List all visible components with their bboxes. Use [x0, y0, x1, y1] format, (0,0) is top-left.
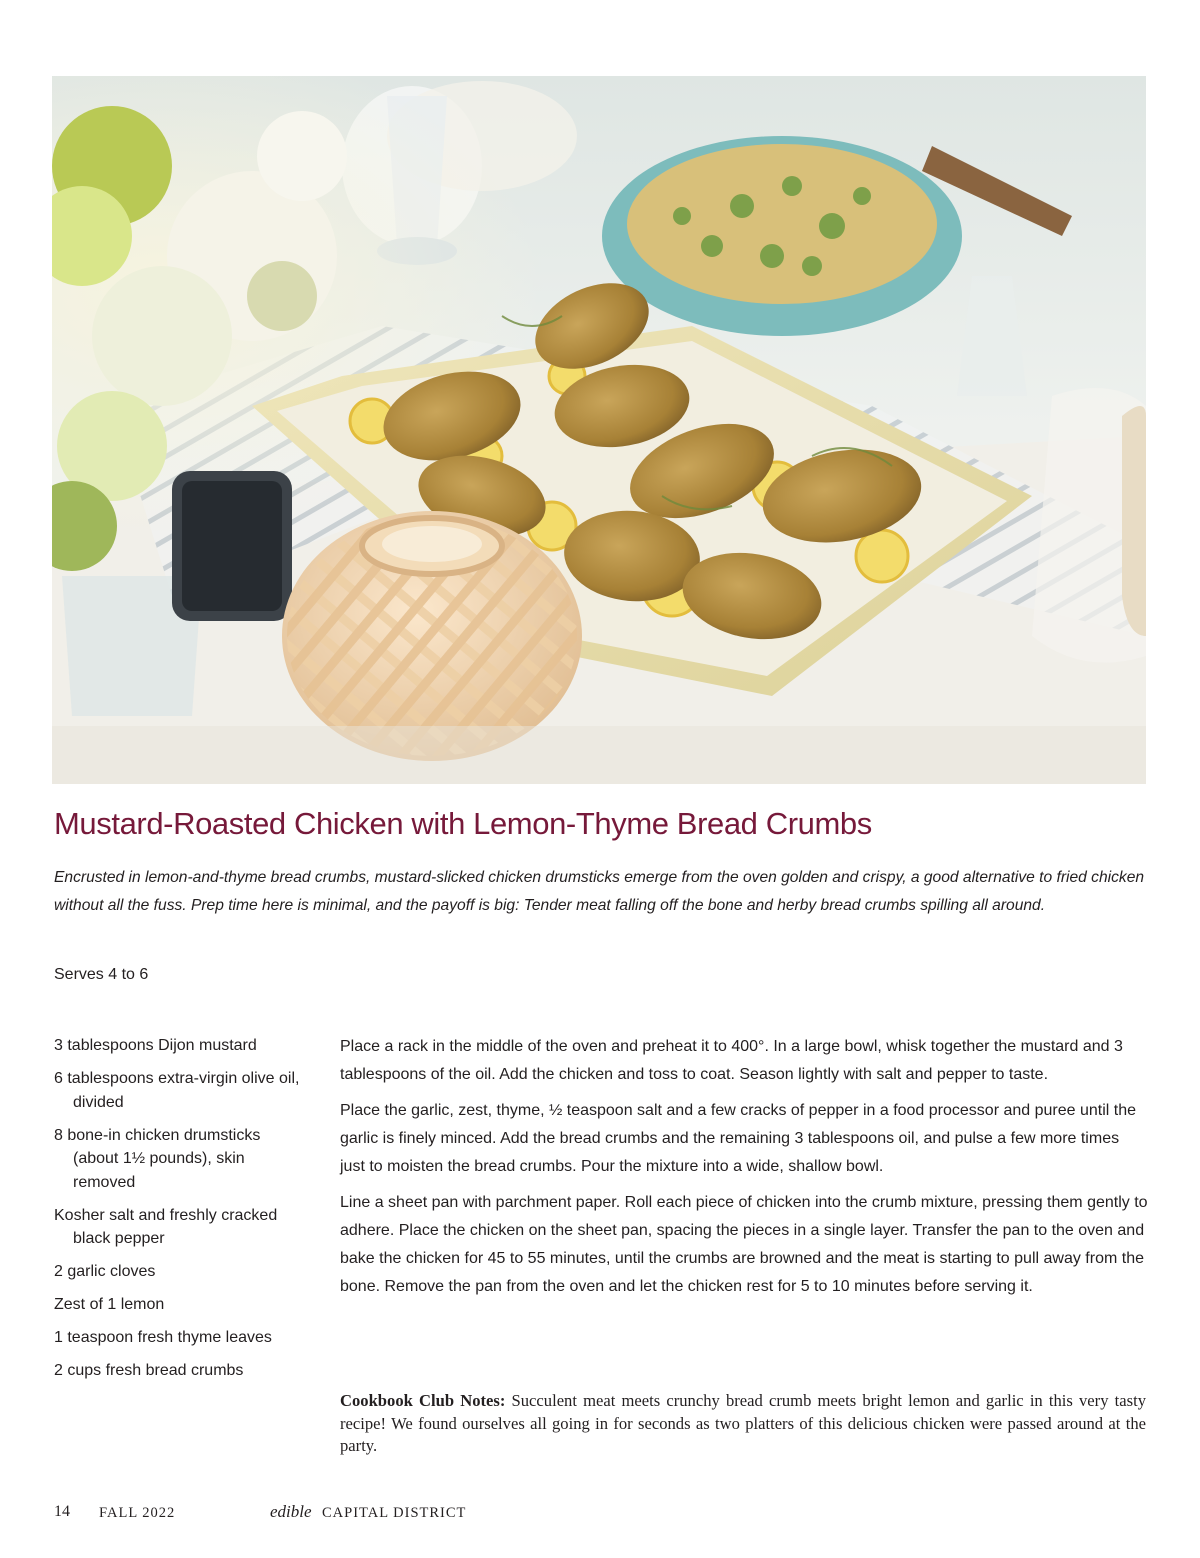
ingredients-list: [54, 1034, 304, 1392]
magazine-brand-italic: edible: [270, 1502, 312, 1521]
ingredient-item: Kosher salt and freshly cracked black pepper: [54, 1206, 278, 1247]
recipe-photo: [52, 76, 1146, 784]
direction-step: Place the garlic, zest, thyme, ½ teaspoon salt and a few cracks of pepper in a food processor and puree until the garlic is finely minced. Add the bread crumbs and the remaining 3 tablespoons oil, and pulse a few more times just to moisten the bread crumbs. Pour the mixture into a wide, shallow bowl.: [340, 1102, 1137, 1175]
ingredient-item: 2 garlic cloves: [54, 1263, 156, 1280]
ingredient-item: 3 tablespoons Dijon mustard: [54, 1037, 257, 1054]
serving-size: Serves 4 to 6: [54, 966, 149, 983]
ingredient-item: 1 teaspoon fresh thyme leaves: [54, 1329, 272, 1346]
direction-step: Place a rack in the middle of the oven and preheat it to 400°. In a large bowl, whisk together the mustard and 3 tablespoons of the oil. Add the chicken and toss to coat. Season lightly with salt and pepper to taste.: [340, 1038, 1123, 1083]
recipe-title: Mustard-Roasted Chicken with Lemon-Thyme Bread Crumbs: [54, 806, 872, 841]
page-number: 14: [54, 1503, 70, 1520]
notes-label: Cookbook Club Notes:: [340, 1391, 506, 1410]
ingredient-item: 6 tablespoons extra-virgin olive oil, divided: [54, 1070, 300, 1111]
cookbook-club-notes: [340, 1390, 1146, 1458]
ingredient-item: Zest of 1 lemon: [54, 1296, 165, 1313]
recipe-intro: Encrusted in lemon-and-thyme bread crumbs, mustard-slicked chicken drumsticks emerge from the oven golden and crispy, a good alternative to fried chicken without all the fuss. Prep time here is minimal, and the payoff is big: Tender meat falling off the bone and herby bread crumbs spilling all around.: [54, 869, 1145, 914]
notes-text: Succulent meat meets crunchy bread crumb meets bright lemon and garlic in this very tasty recipe! We found ourselves all going in for seconds as two platters of this delicious chicken were passed around at the party.: [340, 1391, 1146, 1455]
direction-step: Line a sheet pan with parchment paper. Roll each piece of chicken into the crumb mixture, pressing them gently to adhere. Place the chicken on the sheet pan, spacing the pieces in a single layer. Transfer the pan to the oven and bake the chicken for 45 to 55 minutes, until the crumbs are browned and the meat is starting to pull away from the bone. Remove the pan from the oven and let the chicken rest for 5 to 10 minutes before serving it.: [340, 1194, 1148, 1295]
directions: [340, 1033, 1148, 1309]
issue-label: FALL 2022: [99, 1505, 176, 1521]
magazine-brand-name: CAPITAL DISTRICT: [322, 1505, 467, 1521]
ingredient-item: 2 cups fresh bread crumbs: [54, 1362, 244, 1379]
ingredient-item: 8 bone-in chicken drumsticks (about 1½ pounds), skin removed: [54, 1126, 261, 1191]
